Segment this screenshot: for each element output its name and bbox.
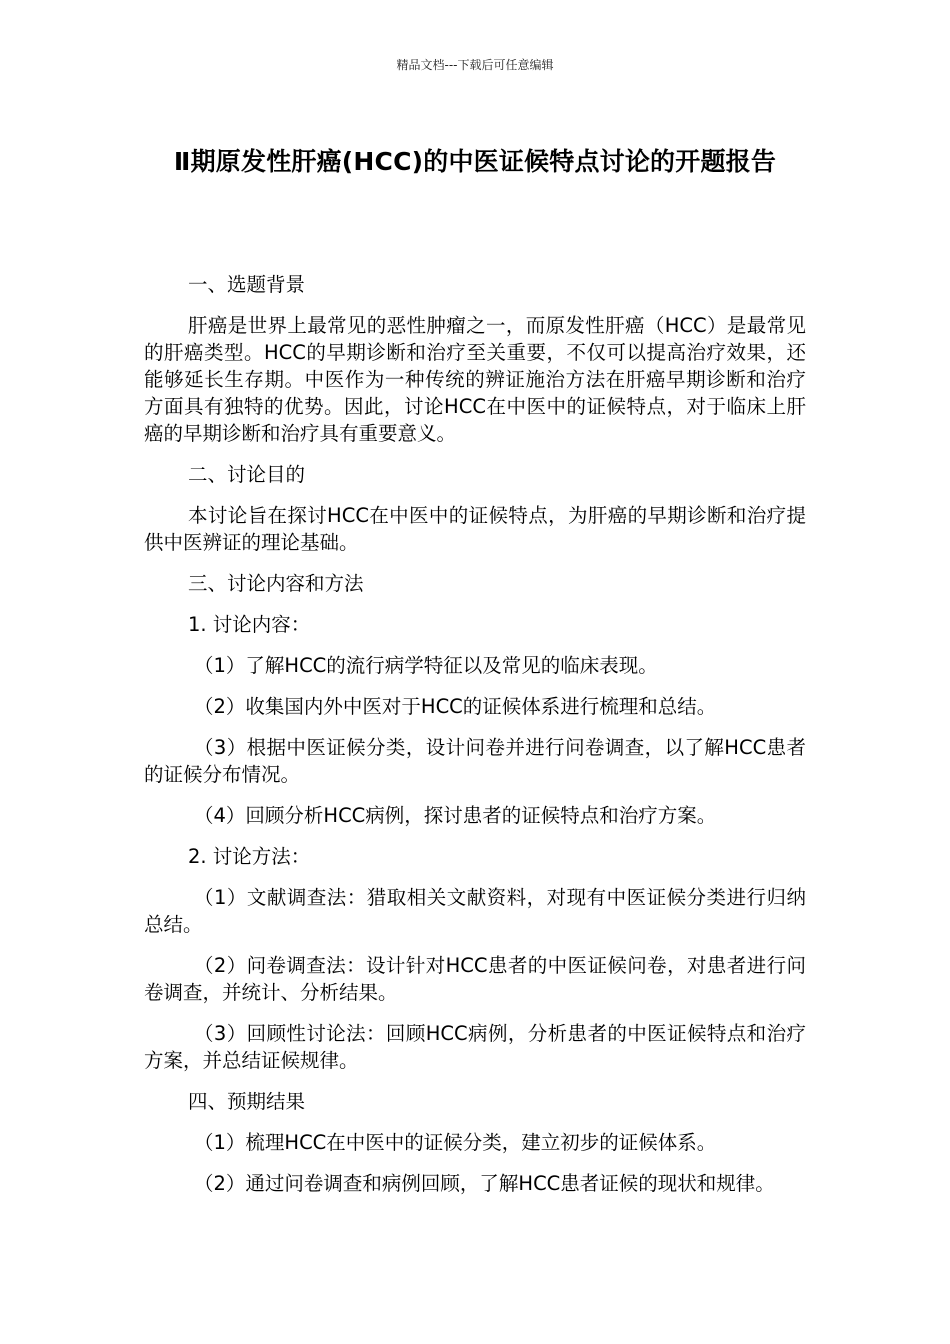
- list-item: （4）回顾分析HCC病例，探讨患者的证候特点和治疗方案。: [194, 804, 717, 827]
- section-heading-purpose: 二、讨论目的: [188, 463, 306, 486]
- list-item: （2）通过问卷调查和病例回顾，了解HCC患者证候的现状和规律。: [194, 1172, 775, 1195]
- list-item: （3）根据中医证候分类，设计问卷并进行问卷调查，以了解HCC患者的证候分布情况。: [144, 736, 806, 786]
- page-header: 精品文档---下载后可任意编辑: [396, 58, 554, 72]
- section-heading-content-method: 三、讨论内容和方法: [188, 572, 364, 595]
- paragraph-purpose: 本讨论旨在探讨HCC在中医中的证候特点，为肝癌的早期诊断和治疗提供中医辨证的理论基础。: [144, 504, 806, 554]
- section-heading-expected-results: 四、预期结果: [188, 1090, 306, 1113]
- document-body: [144, 271, 806, 1211]
- document-title: Ⅱ期原发性肝癌(HCC)的中医证候特点讨论的开题报告: [173, 147, 777, 176]
- list-item: （2）问卷调查法：设计针对HCC患者的中医证候问卷，对患者进行问卷调查，并统计、分析结果。: [144, 954, 806, 1004]
- list-item: （3）回顾性讨论法：回顾HCC病例，分析患者的中医证候特点和治疗方案，并总结证候规律。: [144, 1022, 806, 1072]
- list-item: （1）文献调查法：猎取相关文献资料，对现有中医证候分类进行归纳总结。: [144, 886, 806, 936]
- subheading-content: 1. 讨论内容：: [188, 613, 311, 636]
- list-item: （1）梳理HCC在中医中的证候分类，建立初步的证候体系。: [194, 1131, 717, 1154]
- section-heading-background: 一、选题背景: [188, 273, 306, 296]
- list-item: （2）收集国内外中医对于HCC的证候体系进行梳理和总结。: [194, 695, 717, 718]
- paragraph-background: 肝癌是世界上最常见的恶性肿瘤之一，而原发性肝癌（HCC）是最常见的肝癌类型。HCC的早期诊断和治疗至关重要，不仅可以提高治疗效果，还能够延长生存期。中医作为一种传统的辨证施治方法在肝癌早期诊断和治疗方面具有独特的优势。因此，讨论HCC在中医中的证候特点，对于临床上肝癌的早期诊断和治疗具有重要意义。: [144, 314, 806, 445]
- subheading-method: 2. 讨论方法：: [188, 845, 311, 868]
- list-item: （1）了解HCC的流行病学特征以及常见的临床表现。: [194, 654, 658, 677]
